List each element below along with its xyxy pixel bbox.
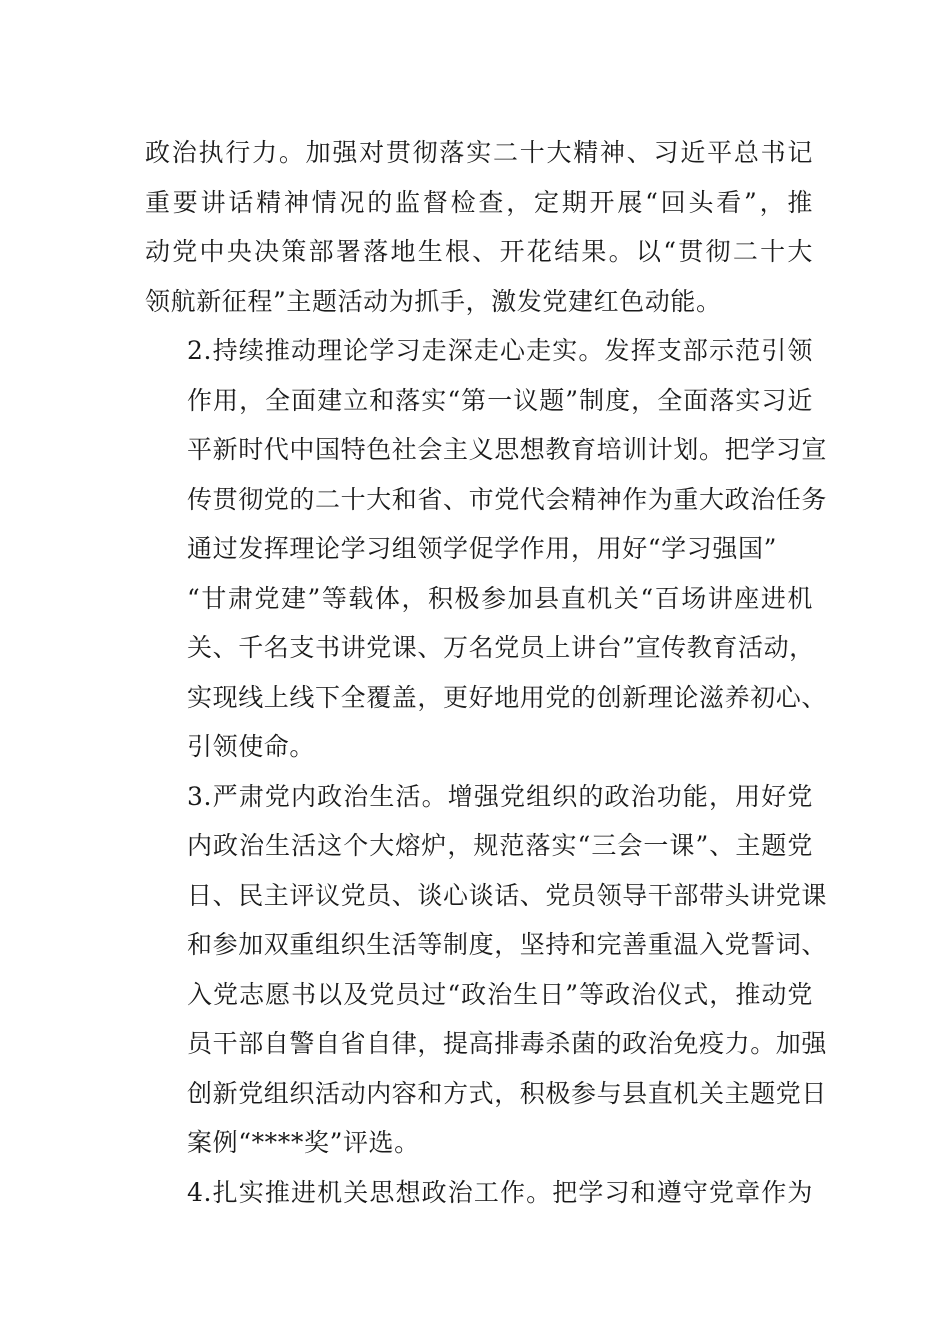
paragraph-1-continuation — [145, 128, 813, 326]
text-line: 创新党组织活动内容和方式，积极参与县直机关主题党日 — [187, 1078, 828, 1108]
text-line: 传贯彻党的二十大和省、市党代会精神作为重大政治任务 — [187, 484, 828, 514]
text-line: 内政治生活这个大熔炉，规范落实“三会一课”、主题党 — [187, 831, 813, 860]
text-line: 4.扎实推进机关思想政治工作。把学习和遵守党章作为 — [187, 1177, 813, 1207]
paragraph-4-ideological-work — [145, 1168, 813, 1218]
text-line: “甘肃党建”等载体，积极参加县直机关“百场讲座进机 — [187, 583, 813, 613]
text-line: 和参加双重组织生活等制度，坚持和完善重温入党誓词、 — [187, 930, 828, 959]
text-line: 通过发挥理论学习组领学促学作用，用好“学习强国” — [187, 534, 777, 563]
text-line: 动党中央决策部署落地生根、开花结果。以“贯彻二十大 — [145, 237, 813, 266]
text-line: 作用，全面建立和落实“第一议题”制度，全面落实习近 — [187, 385, 813, 415]
text-line: 重要讲话精神情况的监督检查，定期开展“回头看”，推 — [145, 187, 813, 217]
text-line: 政治执行力。加强对贯彻落实二十大精神、习近平总书记 — [145, 138, 813, 167]
paragraph-3-political-life — [145, 772, 828, 1168]
text-line: 日、民主评议党员、谈心谈话、党员领导干部带头讲党课 — [187, 880, 828, 910]
text-line: 平新时代中国特色社会主义思想教育培训计划。把学习宣 — [187, 435, 828, 464]
text-line: 3.严肃党内政治生活。增强党组织的政治功能，用好党 — [187, 781, 813, 811]
paragraph-2-theory-study — [145, 326, 828, 772]
text-line: 入党志愿书以及党员过“政治生日”等政治仪式，推动党 — [187, 979, 813, 1009]
text-line: 关、千名支书讲党课、万名党员上讲台”宣传教育活动， — [187, 633, 815, 662]
text-line: 案例“****奖”评选。 — [187, 1128, 420, 1157]
text-line: 领航新征程”主题活动为抓手，激发党建红色动能。 — [145, 286, 722, 316]
text-line: 实现线上线下全覆盖，更好地用党的创新理论滋养初心、 — [187, 682, 828, 712]
text-line: 2.持续推动理论学习走深走心走实。发挥支部示范引领 — [187, 336, 813, 365]
text-line: 引领使命。 — [187, 732, 316, 761]
text-line: 员干部自警自省自律，提高排毒杀菌的政治免疫力。加强 — [187, 1029, 828, 1058]
document-body — [145, 128, 828, 1217]
